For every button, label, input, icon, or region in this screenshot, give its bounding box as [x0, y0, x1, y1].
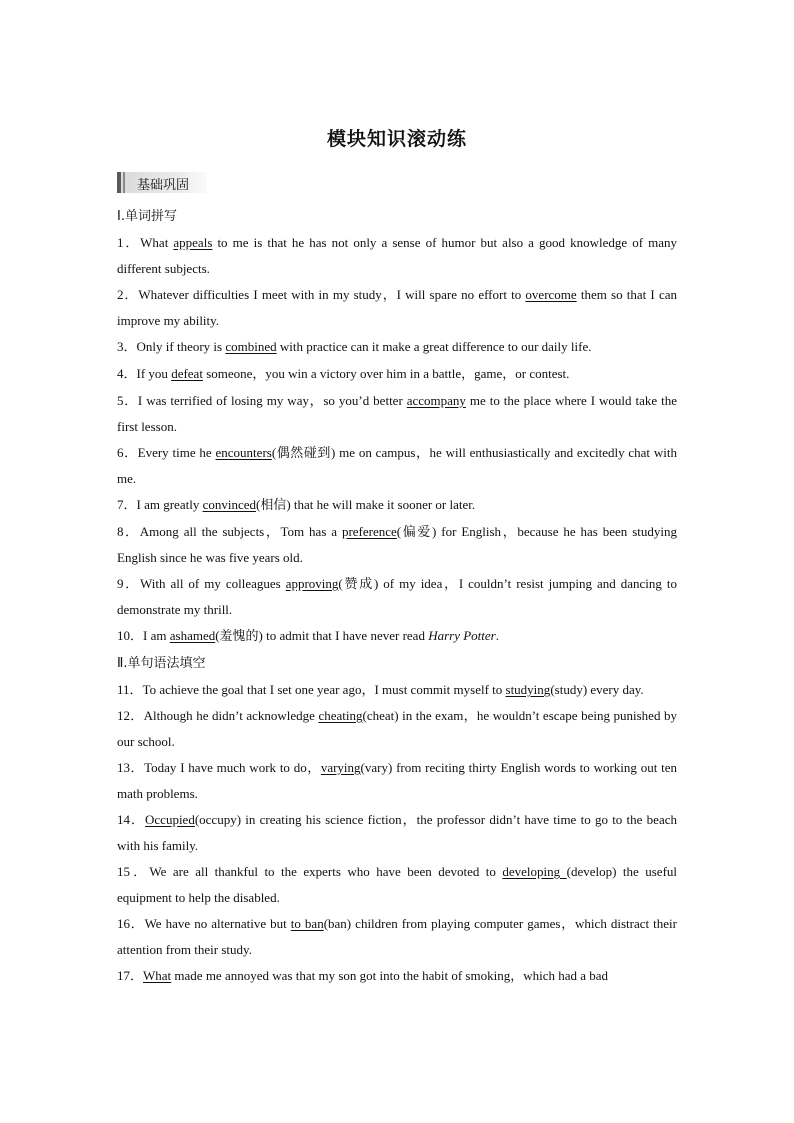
item-text-before: To achieve the goal that I set one year ago，I must commit myself to	[142, 682, 506, 697]
exercise-item	[117, 334, 677, 361]
item-number: 4．	[117, 366, 137, 381]
item-text-before: Although he didn’t acknowledge	[143, 708, 319, 723]
exercise-item	[117, 440, 677, 492]
item-number: 7．	[117, 497, 137, 512]
book-title: Harry Potter	[428, 628, 496, 643]
item-number: 12．	[117, 708, 144, 723]
exercise-item	[117, 911, 677, 963]
item-text-before: I was terrified of losing my way，so you’d better	[137, 393, 407, 408]
item-text-before: Among all the subjects，Tom has a	[139, 524, 342, 539]
answer-blank: appeals	[173, 235, 213, 250]
exercise-body	[117, 203, 677, 989]
answer-blank: ashamed	[169, 628, 216, 643]
item-text-after: (study) every day.	[550, 682, 644, 697]
item-text-before: We have no alternative but	[144, 916, 291, 931]
section-heading-spelling: Ⅰ.单词拼写	[117, 209, 177, 224]
item-number: 1．	[117, 235, 141, 250]
item-text-before: Every time he	[137, 445, 216, 460]
item-text-before: What	[140, 235, 174, 250]
item-text-after: (occupy) in creating his science fiction，the professor didn’t have time to go to the beach with his family.	[117, 812, 677, 853]
item-text-after: (偏爱) for English，because he has been studying English since he was five years old.	[117, 524, 677, 565]
item-number: 2．	[117, 287, 139, 302]
item-number: 15．	[117, 864, 150, 879]
item-text-before: Only if theory is	[136, 339, 226, 354]
answer-blank: studying	[505, 682, 551, 697]
exercise-item	[117, 677, 677, 703]
item-number: 3．	[117, 339, 137, 354]
item-text-before: Whatever difficulties I meet with in my study，I will spare no effort to	[138, 287, 526, 302]
item-number: 10．	[117, 628, 144, 643]
exercise-item	[117, 361, 677, 388]
item-text-before: If you	[136, 366, 172, 381]
exercise-item	[117, 519, 677, 571]
answer-blank: varying	[320, 760, 361, 775]
page-title: 模块知识滚动练	[326, 128, 467, 150]
exercise-item	[117, 230, 677, 282]
answer-blank: encounters	[215, 445, 272, 460]
item-text-tail: .	[495, 628, 499, 643]
tag-label: 基础巩固	[137, 178, 190, 193]
tag-bar-dark	[117, 172, 121, 193]
item-number: 14．	[117, 812, 146, 827]
item-number: 5．	[117, 393, 138, 408]
item-number: 6．	[117, 445, 138, 460]
answer-blank: convinced	[202, 497, 256, 512]
section-tag	[117, 172, 207, 193]
exercise-item	[117, 492, 677, 519]
item-text-after: made me annoyed was that my son got into the habit of smoking，which had a bad	[171, 968, 609, 983]
spelling-items	[117, 230, 677, 650]
answer-blank: overcome	[525, 287, 577, 302]
item-number: 16．	[117, 916, 145, 931]
answer-blank: approving	[285, 576, 339, 591]
answer-blank: developing	[502, 864, 567, 879]
exercise-item	[117, 755, 677, 807]
exercise-item	[117, 859, 677, 911]
item-text-after: (偶然碰到) me on campus，he will enthusiastically and excitedly chat with me.	[117, 445, 677, 486]
grammar-items	[117, 677, 677, 989]
answer-blank: defeat	[171, 366, 203, 381]
item-text-after: with practice can it make a great difference to our daily life.	[276, 339, 592, 354]
answer-blank: Occupied	[145, 812, 195, 827]
answer-blank: What	[143, 968, 172, 983]
item-number: 13．	[117, 760, 145, 775]
section-heading-grammar: Ⅱ.单句语法填空	[117, 656, 206, 671]
item-number: 17．	[117, 968, 144, 983]
answer-blank: preference	[341, 524, 397, 539]
item-number: 11．	[117, 682, 143, 697]
item-text-before: Today I have much work to do，	[144, 760, 321, 775]
item-text-after: (cheat) in the exam，he wouldn’t escape being punished by our school.	[117, 708, 677, 749]
item-text-after: someone，you win a victory over him in a battle，game，or contest.	[202, 366, 570, 381]
exercise-item	[117, 623, 677, 650]
item-text-before: With all of my colleagues	[139, 576, 286, 591]
exercise-item	[117, 807, 677, 859]
item-text-after: (vary) from reciting thirty English words to working out ten math problems.	[117, 760, 677, 801]
item-text-after: (相信) that he will make it sooner or later.	[256, 497, 476, 512]
exercise-item	[117, 282, 677, 334]
item-number: 8．	[117, 524, 140, 539]
exercise-item	[117, 703, 677, 755]
exercise-item	[117, 963, 677, 989]
item-text-after: (ban) children from playing computer games，which distract their attention from their study.	[117, 916, 677, 957]
item-text-after: to me is that he has not only a sense of humor but also a good knowledge of many different subjects.	[117, 235, 677, 276]
item-text-after: me to the place where I would take the first lesson.	[117, 393, 677, 434]
item-number: 9．	[117, 576, 140, 591]
item-text-after: (develop) the useful equipment to help the disabled.	[117, 864, 678, 905]
answer-blank: combined	[225, 339, 277, 354]
answer-blank: accompany	[406, 393, 466, 408]
exercise-item	[117, 388, 677, 440]
item-text-before: I am	[143, 628, 170, 643]
tag-bar-light	[123, 172, 125, 193]
item-text-after: them so that I can improve my ability.	[117, 287, 677, 328]
item-text-after: (赞成) of my idea，I couldn’t resist jumping and dancing to demonstrate my thrill.	[117, 576, 677, 617]
item-text-after: (羞愧的) to admit that I have never read	[215, 628, 429, 643]
answer-blank: to ban	[290, 916, 324, 931]
item-text-before: We are all thankful to the experts who have been devoted to	[149, 864, 503, 879]
item-text-before: I am greatly	[136, 497, 203, 512]
answer-blank: cheating	[318, 708, 363, 723]
exercise-item	[117, 571, 677, 623]
